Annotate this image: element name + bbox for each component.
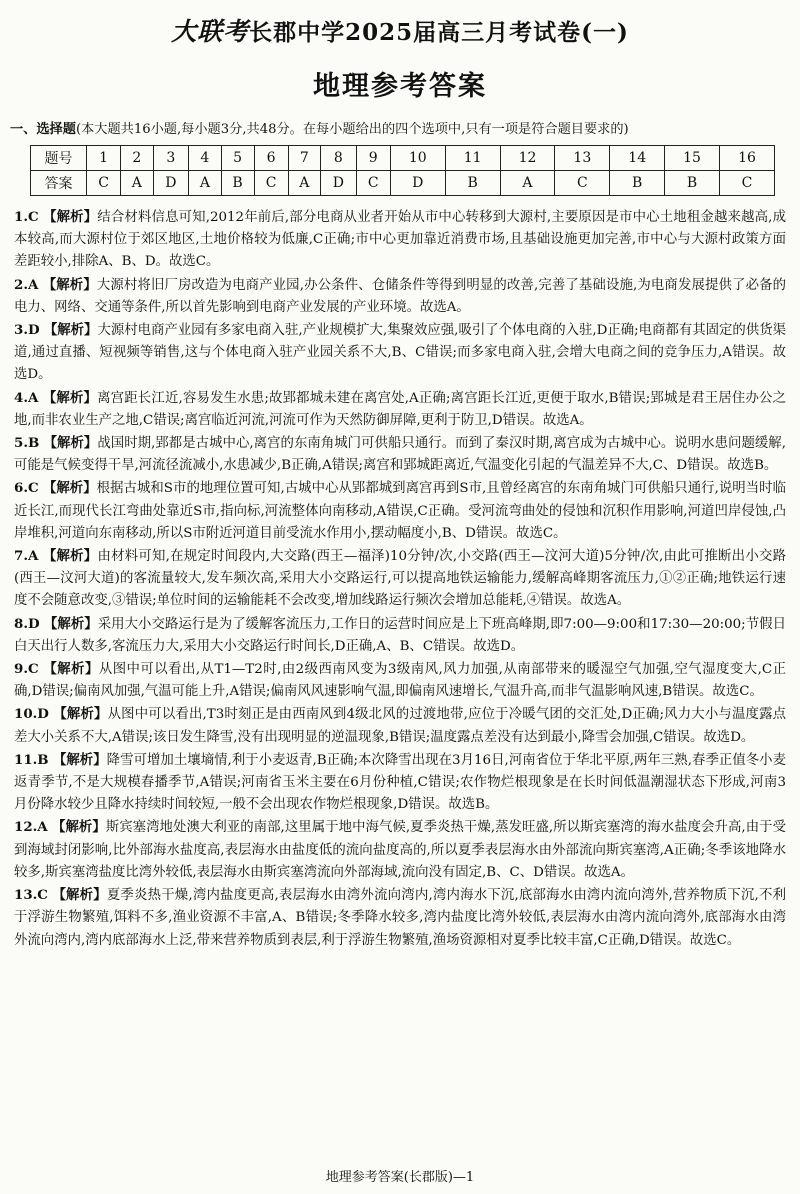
answer-cell: C <box>254 171 288 196</box>
explanation-item <box>14 274 786 319</box>
analysis-tag: 【解析】 <box>42 480 97 497</box>
question-number: 3 <box>153 146 189 171</box>
explanation-item <box>14 387 786 432</box>
analysis-tag: 【解析】 <box>43 209 98 225</box>
exam-title <box>171 12 629 48</box>
answer-cell: D <box>390 171 445 196</box>
explanation-item <box>14 545 786 613</box>
analysis-tag: 【解析】 <box>52 751 107 768</box>
explanation-label: 1.C <box>14 209 39 225</box>
answer-row <box>31 171 775 196</box>
explanation-text: 从图中可以看出,T3时刻正是由西南风到4级北风的过渡地带,应位于冷暖气团的交汇处,D正确;风力大小与温度露点差大小关系不大,A错误;该日发生降雪,没有出现明显的逆温现象,B错误;温度露点差没有达到最小,降雪会加强,C错误。故选D。 <box>14 707 787 745</box>
question-number: 6 <box>254 146 288 171</box>
explanation-text: 降雪可增加土壤墒情,利于小麦返青,B正确;本次降雪出现在3月16日,河南省位于华北平原,两年三熟,春季正值冬小麦返青季节,不是大规模春播季节,A错误;河南省玉米主要在6月份种植,C错误;农作物烂根现象是在长时间低温潮湿状态下形成,河南3月份降水较少且降水持续时间较短,一般不会出现农作物烂根现象,D错误。故选B。 <box>14 752 787 813</box>
section-instructions: (本大题共16小题,每小题3分,共48分。在每小题给出的四个选项中,只有一项是符合题目要求的) <box>75 122 629 137</box>
question-number: 12 <box>500 146 555 171</box>
question-number: 9 <box>356 146 390 171</box>
explanation-text: 大源村将旧厂房改造为电商产业园,办公条件、仓储条件等得到明显的改善,完善了基础设施,为电商发展提供了必备的电力、网络、交通等条件,所以首先影响到电商产业发展的产业环境。故选A。 <box>14 277 786 315</box>
answer-cell: A <box>189 171 221 196</box>
question-number: 14 <box>610 146 665 171</box>
answer-cell: C <box>356 171 390 196</box>
section-intro <box>10 118 790 137</box>
answer-cell: B <box>610 171 665 196</box>
analysis-tag: 【解析】 <box>42 276 97 293</box>
analysis-tag: 【解析】 <box>53 706 108 723</box>
question-number: 8 <box>321 146 357 171</box>
explanations-list <box>14 206 786 952</box>
question-number: 15 <box>665 146 720 171</box>
answer-cell: B <box>221 171 254 196</box>
explanation-text: 战国时期,郢都是古城中心,离宫的东南角城门可供船只通行。而到了秦汉时期,离宫成为古城中心。说明水患问题缓解,可能是气候变得干旱,河流径流减小,水患减少,B正确,A错误;离宫和郢城距离近,气温变化引起的气温差异不大,C、D错误。故选B。 <box>14 436 786 474</box>
question-number-row <box>31 146 775 171</box>
explanation-label: 7.A <box>14 548 39 565</box>
question-number: 16 <box>719 146 774 171</box>
explanation-label: 9.C <box>14 661 39 678</box>
answer-cell: A <box>500 171 555 196</box>
answer-cell: D <box>153 171 189 196</box>
answer-cell: B <box>665 171 720 196</box>
explanation-label: 4.A <box>14 389 39 406</box>
explanation-item <box>14 477 786 545</box>
analysis-tag: 【解析】 <box>52 887 107 904</box>
explanation-label: 2.A <box>14 276 39 293</box>
answer-cell: D <box>321 171 357 196</box>
analysis-tag: 【解析】 <box>43 615 98 632</box>
answer-label: 答案 <box>31 171 87 196</box>
analysis-tag: 【解析】 <box>43 322 98 339</box>
explanation-label: 13.C <box>14 887 48 904</box>
explanation-text: 大源村电商产业园有多家电商入驻,产业规模扩大,集聚效应强,吸引了个体电商的入驻,D正确;电商都有其固定的供货渠道,通过直播、短视频等销售,这与个体电商入驻产业园关系不大,B、C错误;而多家电商入驻,会增大电商之间的竞争压力,A错误。故选D。 <box>14 323 786 383</box>
exam-header <box>0 12 800 48</box>
question-number: 1 <box>87 146 121 171</box>
answer-table <box>30 145 775 196</box>
answer-cell: B <box>445 171 500 196</box>
brand-logo-text: 大联考 <box>171 17 250 46</box>
question-number: 10 <box>390 146 445 171</box>
explanation-item <box>14 816 786 884</box>
explanation-item <box>14 658 786 703</box>
question-number-label: 题号 <box>31 146 87 171</box>
explanation-text: 离宫距长江近,容易发生水患;故郢都城未建在离宫处,A正确;离宫距长江近,更便于取水,B错误;郢城是君王居住办公之地,而非农业生产之地,C错误;离宫临近河流,河流可作为天然防御屏障,更利于防卫,D错误。故选A。 <box>14 390 786 428</box>
analysis-tag: 【解析】 <box>43 435 98 452</box>
answer-cell: C <box>87 171 121 196</box>
question-number: 5 <box>221 146 254 171</box>
explanation-item <box>14 432 786 477</box>
question-number: 4 <box>189 146 221 171</box>
analysis-tag: 【解析】 <box>42 548 98 565</box>
explanation-item <box>14 884 786 952</box>
explanation-text: 斯宾塞湾地处澳大利亚的南部,这里属于地中海气候,夏季炎热干燥,蒸发旺盛,所以斯宾塞湾的海水盐度会升高,由于受到海域封闭影响,比外部海水盐度高,表层海水由盐度低的流向盐度高的,所以夏季表层海水由外部流向斯宾塞湾,A正确;冬季该地降水较多,斯宾塞湾盐度比湾外较低,表层海水由斯宾塞湾流向外部海域,流向没有固定,B、C、D错误。故选A。 <box>14 820 786 880</box>
explanation-item <box>14 703 786 748</box>
explanation-item <box>14 206 786 274</box>
answer-cell: C <box>719 171 774 196</box>
explanation-item <box>14 319 786 387</box>
explanation-text: 从图中可以看出,从T1—T2时,由2级西南风变为3级南风,风力加强,从南部带来的暖湿空气加强,空气湿度变大,C正确,D错误;偏南风加强,气温可能上升,A错误;偏南风风速影响气温,即偏南风速增长,气温升高,而非气温影响风速,B错误。故选C。 <box>14 662 786 700</box>
answer-cell: A <box>288 171 320 196</box>
explanation-item <box>14 613 786 658</box>
explanation-label: 6.C <box>14 480 39 497</box>
question-number: 7 <box>288 146 320 171</box>
analysis-tag: 【解析】 <box>52 819 106 836</box>
question-number: 2 <box>121 146 153 171</box>
explanation-text: 结合材料信息可知,2012年前后,部分电商从业者开始从市中心转移到大源村,主要原因是市中心土地租金越来越高,成本较高,而大源村位于郊区地区,土地价格较为低廉,C正确;市中心更加靠近消费市场,且基础设施更加完善,市中心与大源村政策方面差距较小,排除A、B、D。故选C。 <box>14 210 786 270</box>
answer-cell: C <box>555 171 610 196</box>
explanation-text: 采用大小交路运行是为了缓解客流压力,工作日的运营时间应是上下班高峰期,即7:00—9:00和17:30—20:00;节假日白天出行人数多,客流压力大,采用大小交路运行时间长,D正确,A、B、C错误。故选D。 <box>14 616 787 654</box>
explanation-label: 8.D <box>14 615 40 632</box>
question-number: 11 <box>445 146 500 171</box>
explanation-label: 5.B <box>14 435 40 452</box>
subject-title: 地理参考答案 <box>313 71 487 102</box>
answer-cell: A <box>121 171 153 196</box>
explanation-text: 由材料可知,在规定时间段内,大交路(西王—福泽)10分钟/次,小交路(西王—汶河大道)5分钟/次,由此可推断出小交路(西王—汶河大道)的客流量较大,发车频次高,采用大小交路运行,可以提高地铁运输能力,缓解高峰期客流压力,①②正确;地铁运行速度不会随意改变,③错误;单位时间的运输能耗不会改变,增加线路运行频次会增加总能耗,④错误。故选A。 <box>14 549 786 609</box>
explanation-item <box>14 749 786 817</box>
explanation-label: 12.A <box>14 819 48 836</box>
analysis-tag: 【解析】 <box>42 389 98 406</box>
explanation-label: 3.D <box>14 322 40 339</box>
explanation-text: 夏季炎热干燥,湾内盐度更高,表层海水由湾外流向湾内,湾内海水下沉,底部海水由湾内流向湾外,营养物质下沉,不利于浮游生物繁殖,饵料不多,渔业资源不丰富,A、B错误;冬季降水较多,湾内盐度比湾外较低,表层海水由湾内流向湾外,底部海水由湾外流向湾内,湾内底部海水上泛,带来营养物质到表层,利于浮游生物繁殖,渔场资源相对夏季比较丰富,C正确,D错误。故选C。 <box>14 888 786 948</box>
page-footer: 地理参考答案(长郡版)—1 <box>325 1170 475 1185</box>
question-number: 13 <box>555 146 610 171</box>
analysis-tag: 【解析】 <box>43 661 99 678</box>
exam-title-text: 长郡中学2025届高三月考试卷(一) <box>249 19 629 46</box>
explanation-text: 根据古城和S市的地理位置可知,古城中心从郢都城到离宫再到S市,且曾经离宫的东南角城门可供船只通行,说明当时临近长江,而现代长江弯曲处靠近S市,指向标,河流整体向南移动,A错误,C正确。受河流弯曲处的侵蚀和沉积作用影响,河道凹岸侵蚀,凸岸堆积,河道向东南移动,所以S市附近河道目前受流水作用小,摆动幅度小,B、D错误。故选C。 <box>14 481 786 541</box>
explanation-label: 10.D <box>14 706 49 723</box>
explanation-label: 11.B <box>14 751 49 768</box>
section-heading: 一、选择题 <box>10 122 76 137</box>
